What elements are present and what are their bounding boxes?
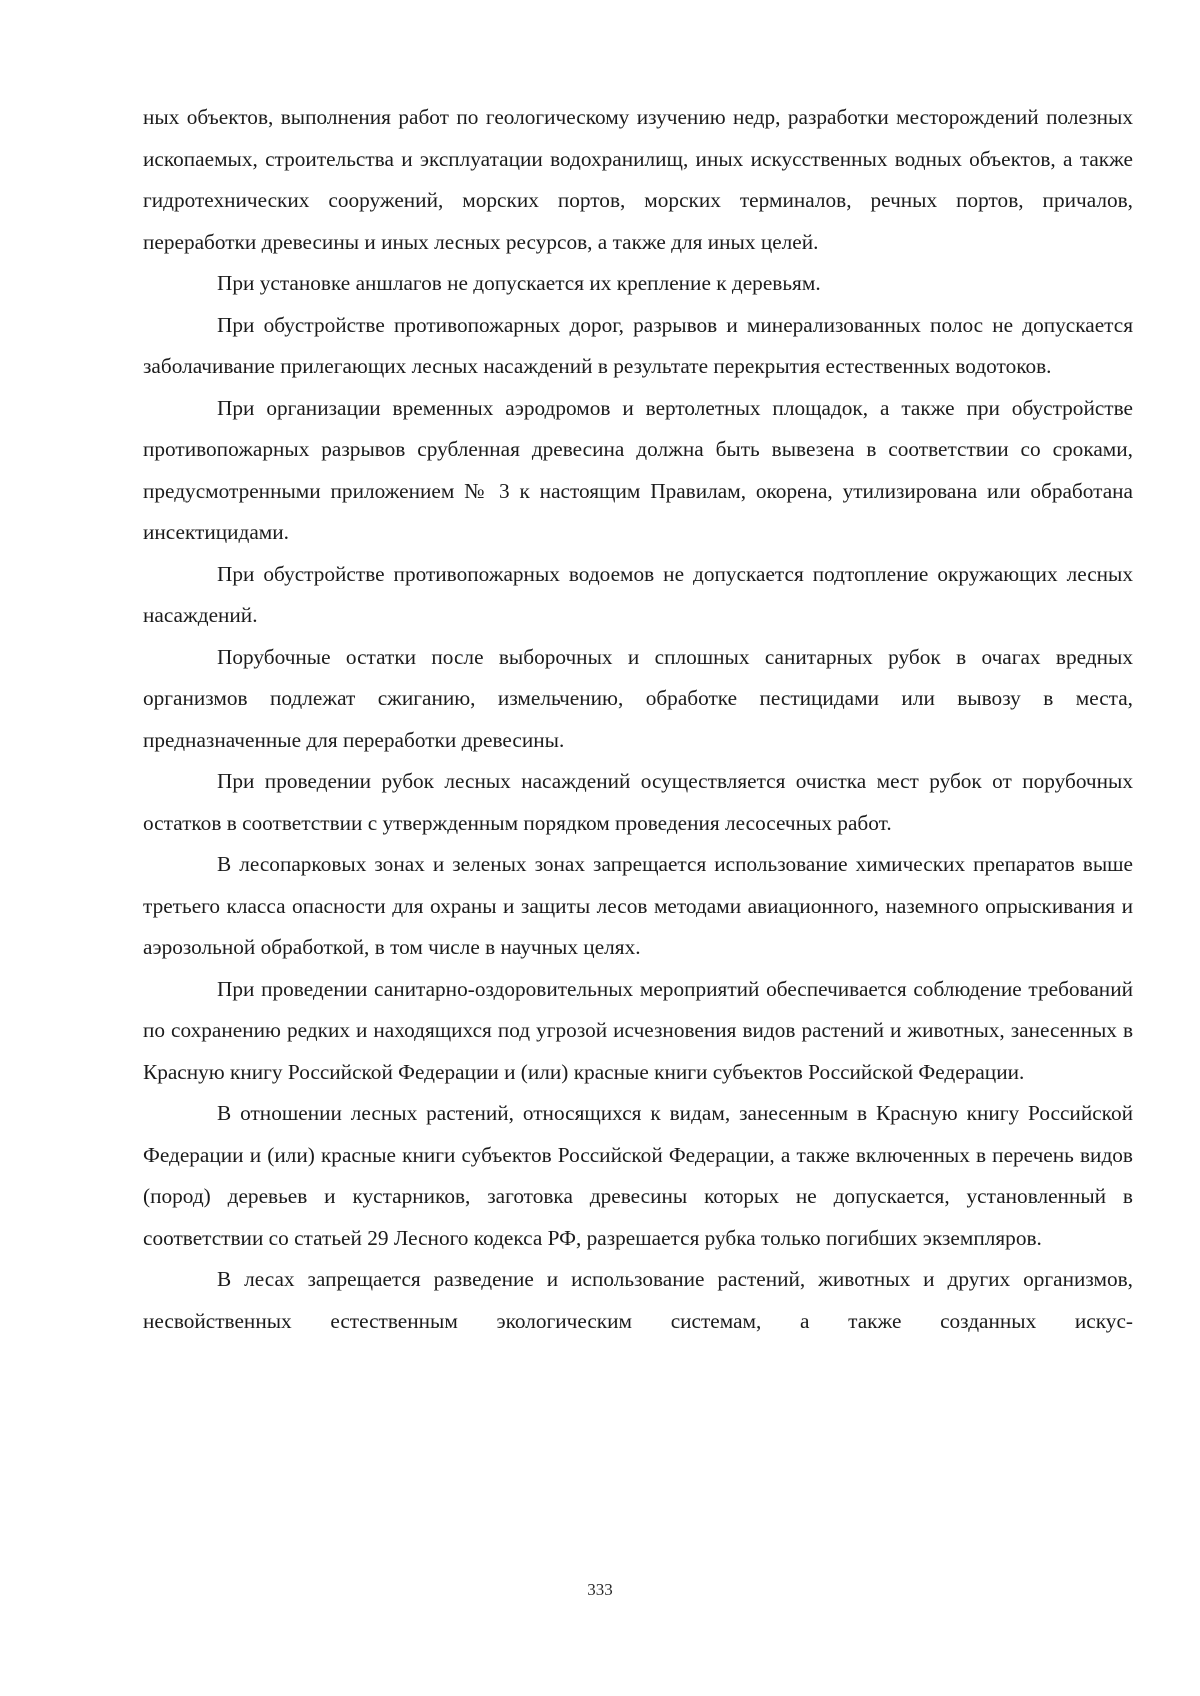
paragraph-airfields: При организации временных аэродромов и вертолетных площадок, а также при обустройстве противопожарных разрывов срубленная древесина должна быть вывезена в соответствии со сроками, предусмотренными приложением № 3 к настоящим Правилам, окорена, утилизирована или обработана инсектицидами. (143, 395, 1133, 544)
paragraph-signposts: При установке аншлагов не допускается их крепление к деревьям. (217, 271, 821, 295)
body-text (143, 97, 1133, 1342)
page-number: 333 (587, 1580, 613, 1599)
paragraph-red-book-plants: В отношении лесных растений, относящихся к видам, занесенным в Красную книгу Российской Федерации и (или) красные книги субъектов Российской Федерации, а также включенных в перечень видов (пород) деревьев и кустарников, заготовка древесины которых не допускается, установленный в соответствии со статьей 29 Лесного кодекса РФ, разрешается рубка только погибших экземпляров. (143, 1101, 1133, 1250)
paragraph-chemicals: В лесопарковых зонах и зеленых зонах запрещается использование химических препаратов выше третьего класса опасности для охраны и защиты лесов методами авиационного, наземного опрыскивания и аэрозольной обработкой, в том числе в научных целях. (143, 852, 1133, 959)
paragraph-logging-residues: Порубочные остатки после выборочных и сплошных санитарных рубок в очагах вредных организмов подлежат сжиганию, измельчению, обработке пестицидами или вывозу в места, предназначенные для переработки древесины. (143, 644, 1133, 752)
paragraph-fire-roads: При обустройстве противопожарных дорог, разрывов и минерализованных полос не допускается заболачивание прилегающих лесных насаждений в результате перекрытия естественных водотоков. (143, 312, 1133, 378)
paragraph-logging-cleanup: При проведении рубок лесных насаждений осуществляется очистка мест рубок от порубочных остатков в соответствии с утвержденным порядком проведения лесосечных работ. (143, 769, 1133, 835)
paragraph-rare-species: При проведении санитарно-оздоровительных мероприятий обеспечивается соблюдение требований по сохранению редких и находящихся под угрозой исчезновения видов растений и животных, занесенных в Красную книгу Российской Федерации и (или) красные книги субъектов Российской Федерации. (143, 976, 1133, 1084)
paragraph-fire-reservoirs: При обустройстве противопожарных водоемов не допускается подтопление окружающих лесных насаждений. (143, 561, 1133, 627)
paragraph-invasive-organisms: В лесах запрещается разведение и использование растений, животных и других организмов, несвойственных естественным экологическим системам, а также созданных искус- (143, 1267, 1133, 1333)
paragraph-continued: ных объектов, выполнения работ по геологическому изучению недр, разработки месторождений полезных ископаемых, строительства и эксплуатации водохранилищ, иных искусственных водных объектов, а также гидротехнических сооружений, морских портов, морских терминалов, речных портов, причалов, переработки древесины и иных лесных ресурсов, а также для иных целей. (143, 105, 1133, 254)
